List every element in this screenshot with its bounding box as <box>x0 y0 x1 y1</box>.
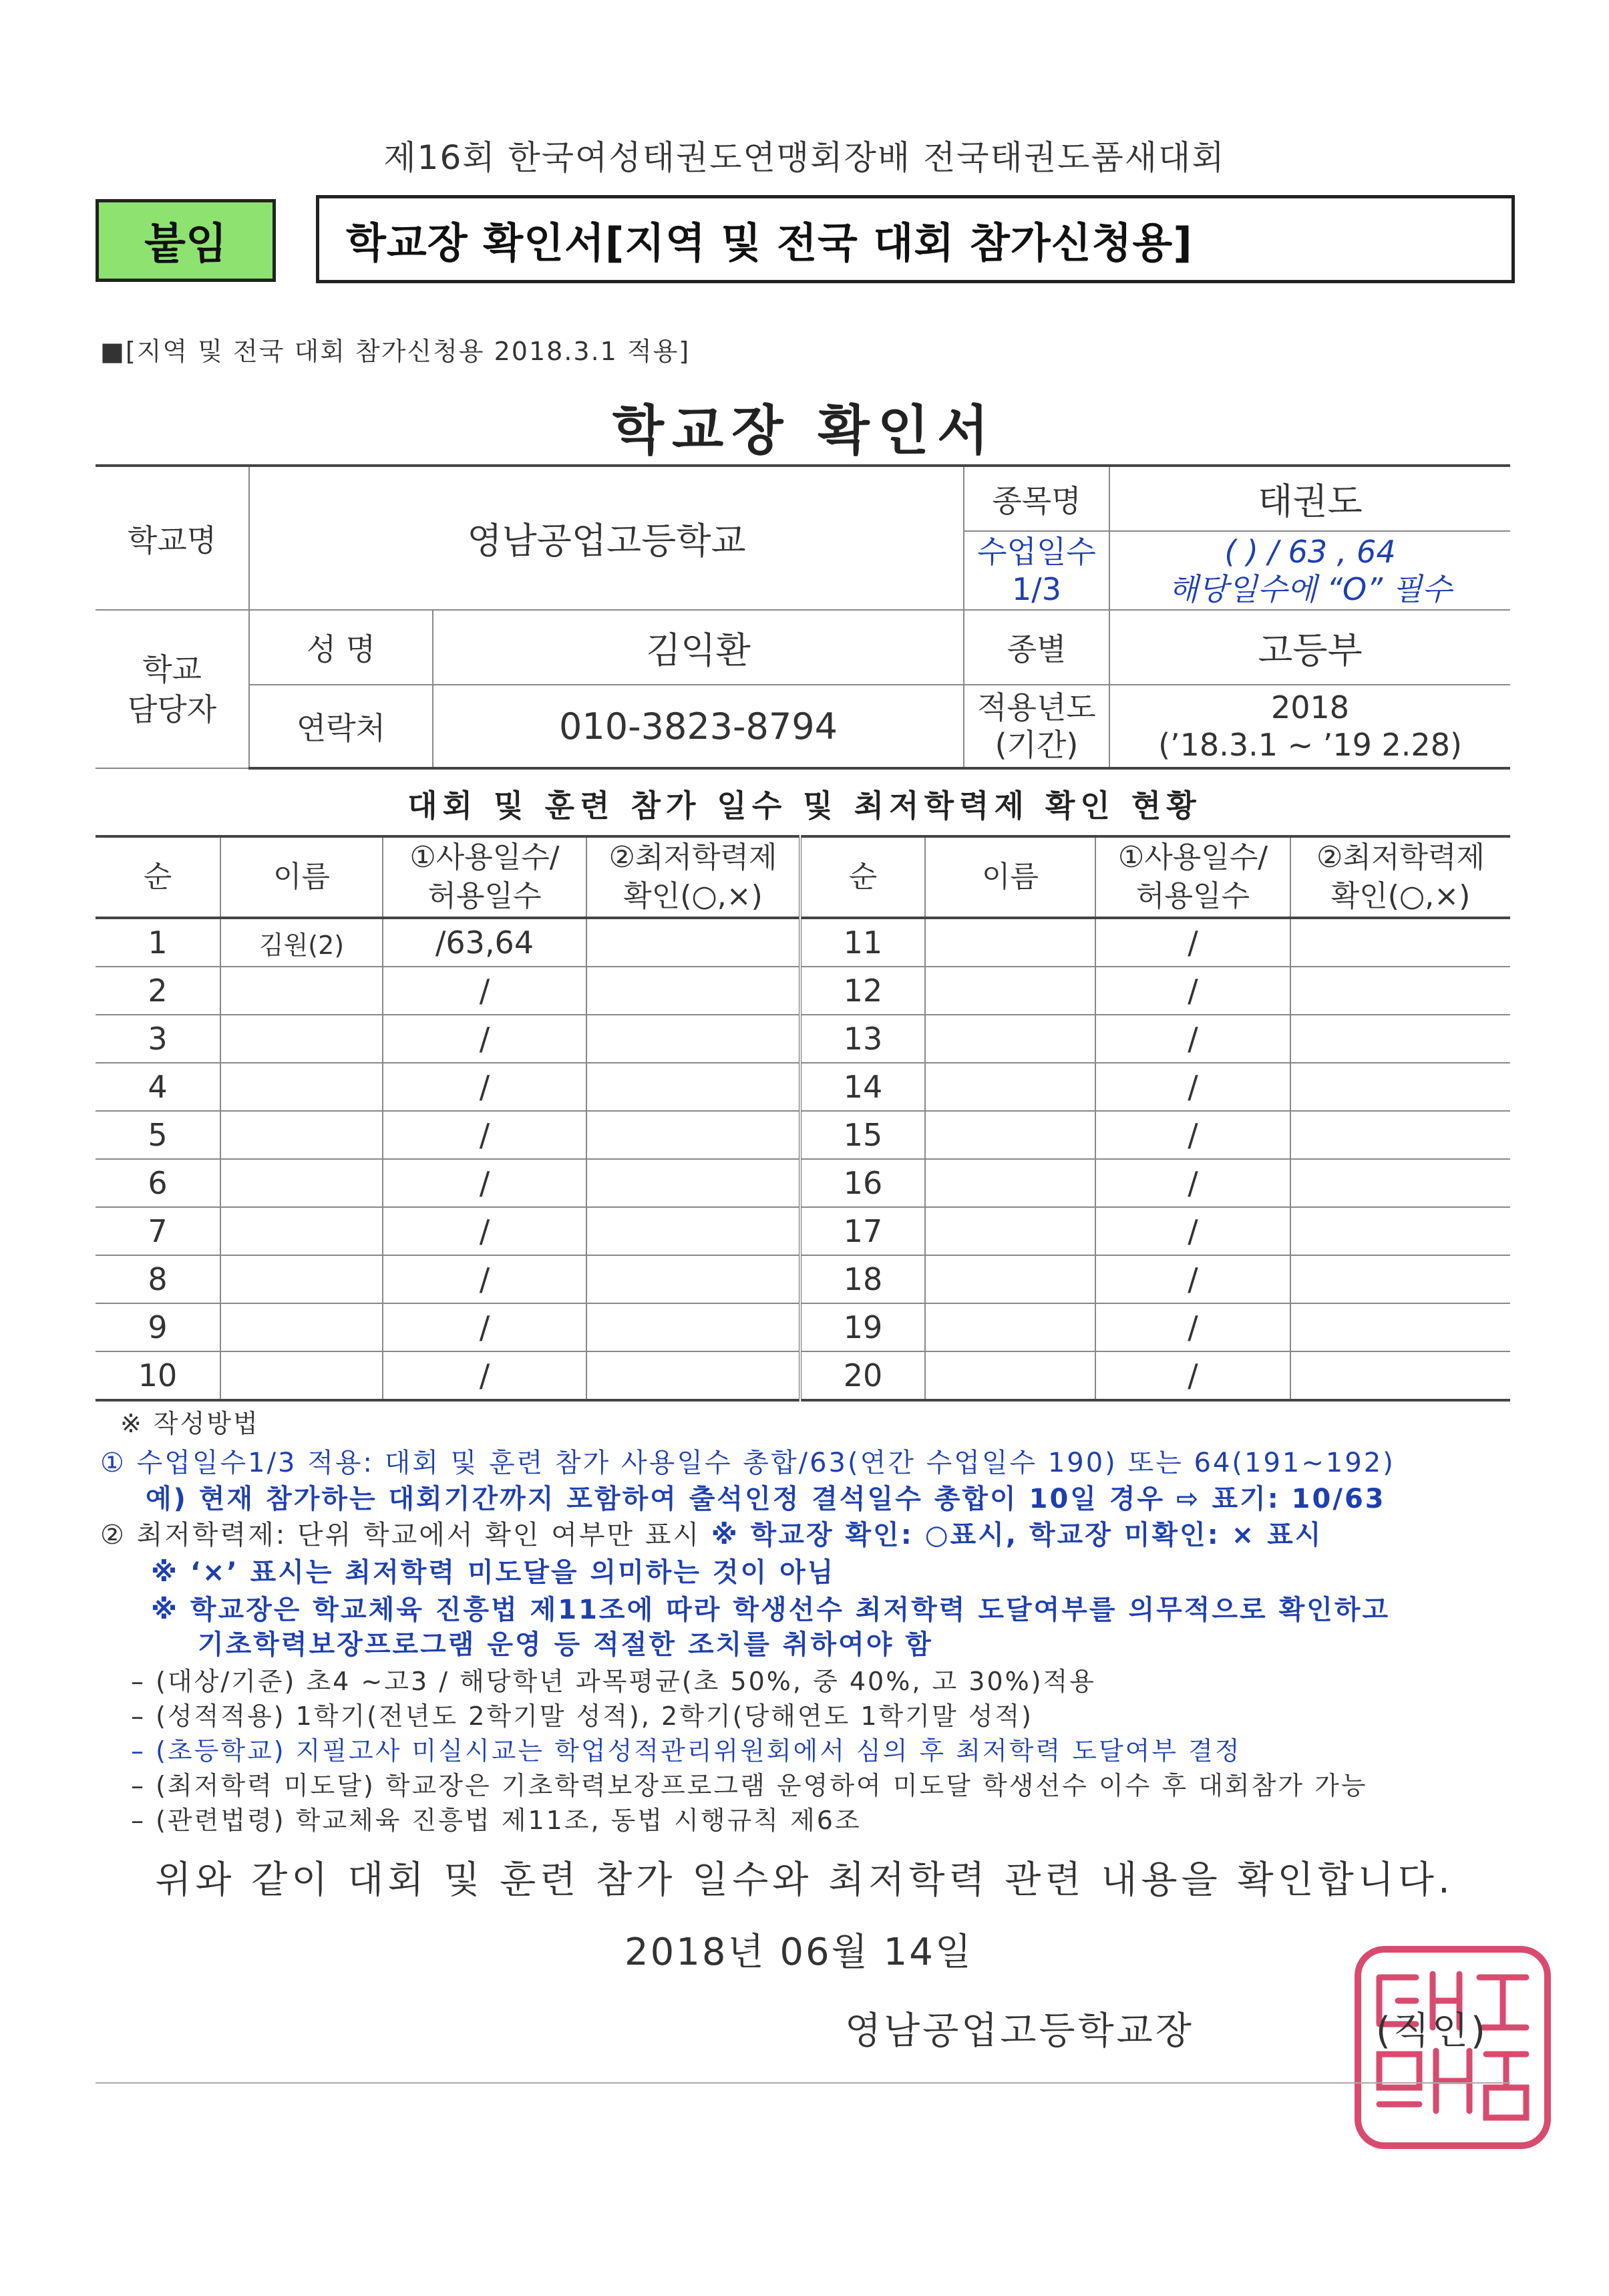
row-check <box>1290 1207 1510 1255</box>
roster-row <box>96 918 1510 967</box>
row-name <box>220 1207 383 1255</box>
row-number: 17 <box>800 1207 925 1255</box>
row-name <box>220 1111 383 1159</box>
row-number: 5 <box>96 1111 220 1159</box>
roster-header-row <box>96 836 1510 918</box>
row-used-days: / <box>1095 1063 1290 1111</box>
manager-name: 김익환 <box>433 610 964 685</box>
instruction-line: ① 수업일수1/3 적용: 대회 및 훈련 참가 사용일수 총합/63(연간 수업일수 190) 또는 64(191~192) <box>100 1448 1395 1478</box>
method-heading: ※ 작성방법 <box>120 1409 260 1438</box>
row-used-days: /63,64 <box>383 918 586 967</box>
row-check <box>586 1015 800 1063</box>
school-label: 학교명 <box>96 466 249 610</box>
row-name <box>925 1303 1095 1351</box>
roster-row <box>96 967 1510 1015</box>
row-used-days: / <box>383 1207 586 1255</box>
row-number: 12 <box>800 967 925 1015</box>
division-label: 종별 <box>964 610 1109 685</box>
instruction-line: 기초학력보장프로그램 운영 등 적절한 조치를 취하여야 함 <box>198 1629 933 1660</box>
header-check: ②최저학력제 확인(○,×) <box>1290 836 1510 918</box>
row-number: 10 <box>96 1351 220 1400</box>
row-check <box>586 1351 800 1400</box>
instruction-line: – (관련법령) 학교체육 진흥법 제11조, 동법 시행규칙 제6조 <box>131 1806 862 1835</box>
row-number: 4 <box>96 1063 220 1111</box>
row-number: 8 <box>96 1255 220 1303</box>
row-check <box>1290 1015 1510 1063</box>
year-value: 2018 (’18.3.1 ~ ’19 2.28) <box>1109 685 1510 768</box>
row-name <box>925 967 1095 1015</box>
row-name <box>925 1255 1095 1303</box>
school-name: 영남공업고등학교 <box>249 466 964 610</box>
header-days: ①사용일수/ 허용일수 <box>383 836 586 918</box>
info-table <box>96 464 1510 770</box>
row-number: 18 <box>800 1255 925 1303</box>
header-name: 이름 <box>925 836 1095 918</box>
bottom-rule <box>96 2082 1510 2084</box>
year-label: 적용년도 (기간) <box>964 685 1109 768</box>
row-name: 김원(2) <box>220 918 383 967</box>
row-number: 6 <box>96 1159 220 1207</box>
row-number: 14 <box>800 1063 925 1111</box>
roster-table <box>96 835 1510 1402</box>
row-number: 19 <box>800 1303 925 1351</box>
instruction-line: ※ ‘×’ 표시는 최저학력 미도달을 의미하는 것이 아님 <box>151 1557 836 1588</box>
issue-date: 2018년 06월 14일 <box>624 1931 973 1974</box>
row-check <box>1290 967 1510 1015</box>
principal-name: 영남공업고등학교장 <box>845 2009 1194 2053</box>
row-used-days: / <box>383 967 586 1015</box>
row-name <box>925 918 1095 967</box>
row-used-days: / <box>1095 1351 1290 1400</box>
row-used-days: / <box>383 1111 586 1159</box>
instruction-line: ※ 학교장은 학교체육 진흥법 제11조에 따라 학생선수 최저학력 도달여부를 의무적으로 확인하고 <box>151 1595 1391 1625</box>
roster-row <box>96 1207 1510 1255</box>
roster-row <box>96 1063 1510 1111</box>
event-title: 제16회 한국여성태권도연맹회장배 전국태권도품새대회 <box>383 138 1226 177</box>
roster-row <box>96 1111 1510 1159</box>
row-used-days: / <box>1095 1159 1290 1207</box>
manager-label: 학교 담당자 <box>96 610 249 768</box>
roster-row <box>96 1351 1510 1400</box>
row-name <box>925 1159 1095 1207</box>
row-name <box>925 1015 1095 1063</box>
row-number: 15 <box>800 1111 925 1159</box>
row-used-days: / <box>1095 967 1290 1015</box>
seal-label: (직인) <box>1376 2009 1488 2053</box>
class-days-value: ( ) / 63 , 64 해당일수에 “O” 필수 <box>1109 531 1510 610</box>
row-name <box>220 1351 383 1400</box>
roster-row <box>96 1255 1510 1303</box>
row-name <box>220 1255 383 1303</box>
row-name <box>220 1063 383 1111</box>
row-number: 9 <box>96 1303 220 1351</box>
row-name <box>925 1063 1095 1111</box>
roster-row <box>96 1303 1510 1351</box>
class-days-label: 수업일수 1/3 <box>964 531 1109 610</box>
row-used-days: / <box>383 1303 586 1351</box>
row-name <box>925 1207 1095 1255</box>
row-name <box>925 1351 1095 1400</box>
header-title: 학교장 확인서[지역 및 전국 대회 참가신청용] <box>316 195 1515 283</box>
row-check <box>1290 1255 1510 1303</box>
header-seq: 순 <box>800 836 925 918</box>
row-check <box>586 967 800 1015</box>
instruction-line: – (최저학력 미도달) 학교장은 기초학력보장프로그램 운영하여 미도달 학생선수 이수 후 대회참가 가능 <box>131 1771 1368 1800</box>
instruction-line: 예) 현재 참가하는 대회기간까지 포함하여 출석인정 결석일수 총합이 10일 경우 ⇨ 표기: 10/63 <box>146 1484 1386 1514</box>
row-check <box>1290 1111 1510 1159</box>
row-used-days: / <box>1095 918 1290 967</box>
row-check <box>1290 1351 1510 1400</box>
section-title: 대회 및 훈련 참가 일수 및 최저학력제 확인 현황 <box>407 788 1202 824</box>
row-name <box>220 1159 383 1207</box>
contact-label: 연락처 <box>249 685 433 768</box>
application-note: ■[지역 및 전국 대회 참가신청용 2018.3.1 적용] <box>100 337 691 366</box>
row-used-days: / <box>383 1063 586 1111</box>
row-check <box>1290 1303 1510 1351</box>
row-number: 16 <box>800 1159 925 1207</box>
row-used-days: / <box>383 1351 586 1400</box>
row-number: 2 <box>96 967 220 1015</box>
row-used-days: / <box>383 1159 586 1207</box>
row-check <box>1290 918 1510 967</box>
row-check <box>586 1207 800 1255</box>
instruction-line: ② 최저학력제: 단위 학교에서 확인 여부만 표시 ※ 학교장 확인: ○표시, 학교장 미확인: × 표시 <box>100 1520 1323 1550</box>
instruction-line: – (성적적용) 1학기(전년도 2학기말 성적), 2학기(당해연도 1학기말 성적) <box>131 1701 1033 1731</box>
row-used-days: / <box>1095 1015 1290 1063</box>
row-name <box>220 1015 383 1063</box>
row-used-days: / <box>383 1255 586 1303</box>
division-value: 고등부 <box>1109 610 1510 685</box>
header-seq: 순 <box>96 836 220 918</box>
row-check <box>586 1255 800 1303</box>
row-check <box>586 1111 800 1159</box>
row-check <box>1290 1063 1510 1111</box>
row-check <box>586 1063 800 1111</box>
roster-row <box>96 1015 1510 1063</box>
confirmation-statement: 위와 같이 대회 및 훈련 참가 일수와 최저학력 관련 내용을 확인합니다. <box>155 1858 1454 1902</box>
row-number: 13 <box>800 1015 925 1063</box>
row-number: 7 <box>96 1207 220 1255</box>
row-used-days: / <box>383 1015 586 1063</box>
instruction-line: – (대상/기준) 초4 ~고3 / 해당학년 과목평균(초 50%, 중 40%, 고 30%)적용 <box>131 1667 1096 1696</box>
header-days: ①사용일수/ 허용일수 <box>1095 836 1290 918</box>
row-number: 20 <box>800 1351 925 1400</box>
row-used-days: / <box>1095 1207 1290 1255</box>
event-name: 태권도 <box>1109 466 1510 531</box>
row-name <box>925 1111 1095 1159</box>
name-label: 성 명 <box>249 610 433 685</box>
row-number: 3 <box>96 1015 220 1063</box>
row-used-days: / <box>1095 1255 1290 1303</box>
contact-number: 010-3823-8794 <box>433 685 964 768</box>
row-check <box>586 1159 800 1207</box>
document-title: 학교장 확인서 <box>612 399 997 462</box>
row-check <box>1290 1159 1510 1207</box>
row-check <box>586 918 800 967</box>
row-used-days: / <box>1095 1111 1290 1159</box>
row-name <box>220 1303 383 1351</box>
event-label: 종목명 <box>964 466 1109 531</box>
row-name <box>220 967 383 1015</box>
row-number: 11 <box>800 918 925 967</box>
row-used-days: / <box>1095 1303 1290 1351</box>
roster-row <box>96 1159 1510 1207</box>
header-check: ②최저학력제 확인(○,×) <box>586 836 800 918</box>
attachment-badge: 붙임 <box>96 199 276 282</box>
row-check <box>586 1303 800 1351</box>
header-name: 이름 <box>220 836 383 918</box>
instruction-line: – (초등학교) 지필고사 미실시교는 학업성적관리위원회에서 심의 후 최저학력 도달여부 결정 <box>131 1736 1242 1766</box>
row-number: 1 <box>96 918 220 967</box>
